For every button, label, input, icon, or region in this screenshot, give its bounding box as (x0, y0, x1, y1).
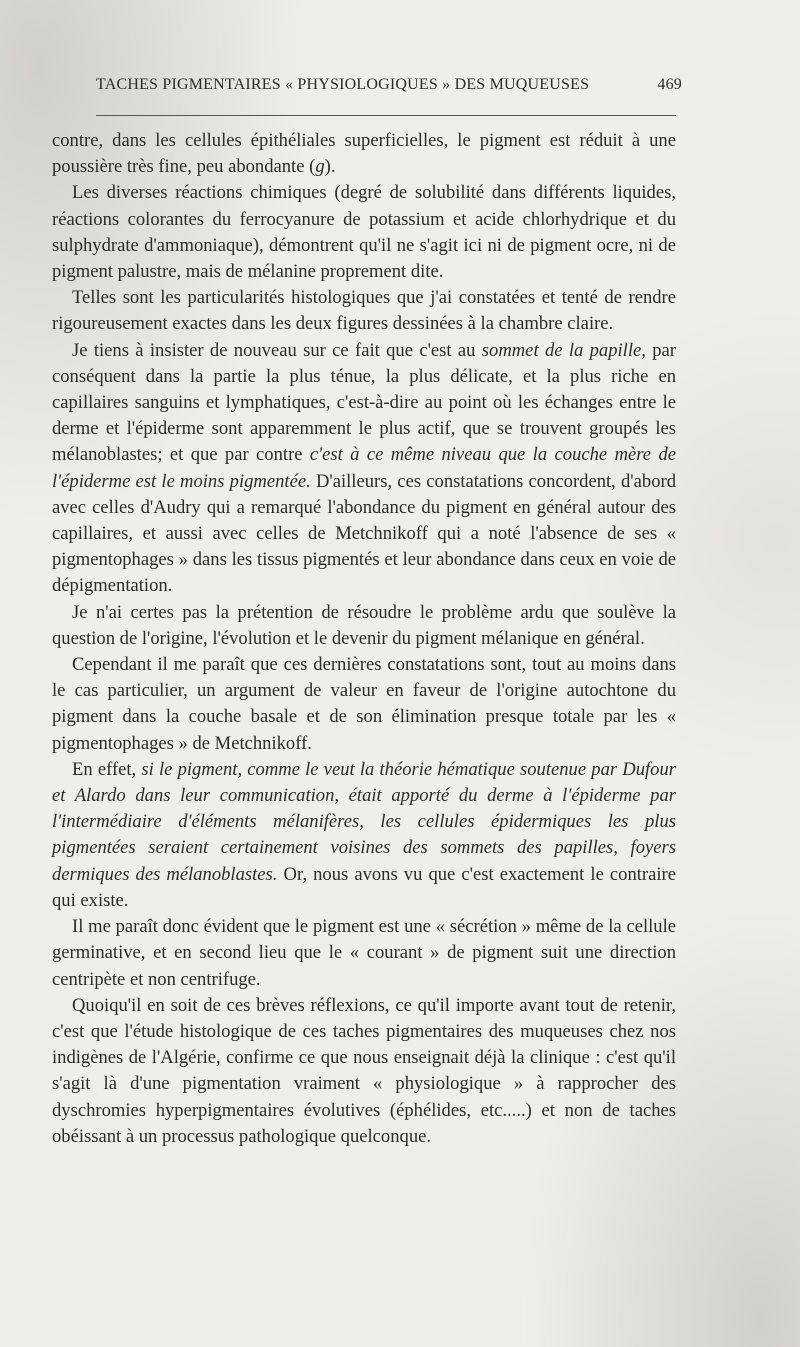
page-number: 469 (657, 76, 682, 93)
paragraph (52, 914, 676, 993)
running-header (96, 76, 682, 100)
text-run: Quoiqu'il en soit de ces brèves réflexions, ce qu'il importe avant tout de retenir, c'est que l'étude histologique de ces taches pigmentaires des muqueuses chez nos indigènes de l'Algérie, confirme ce que nous enseignait déjà la clinique : c'est qu'il s'agit là d'une pigmentation vraiment « physiologique » à rapprocher des dyschromies hyperpigmentaires évolutives (éphélides, etc.....) et non de taches obéissant à un processus pathologique quelconque. (52, 994, 676, 1147)
text-run: Les diverses réactions chimiques (degré de solubilité dans différents liquides, réactions colorantes du ferrocyanure de potassium et acide chlorhydrique et du sulphydrate d'ammoniaque), démontrent qu'il ne s'agit ici ni de pigment ocre, ni de pigment palustre, mais de mélanine proprement dite. (52, 182, 676, 283)
text-run: Je tiens à insister de nouveau sur ce fait que c'est au (72, 339, 482, 361)
text-run: Je n'ai certes pas la prétention de résoudre le problème ardu que soulève la question de l'origine, l'évolution et le devenir du pigment mélanique en général. (52, 601, 676, 649)
paragraph (52, 600, 676, 652)
italic-run: sommet de la papille (481, 339, 642, 361)
paragraph (52, 338, 676, 600)
paragraph (52, 128, 676, 180)
paragraph (52, 285, 676, 337)
italic-run: g (315, 156, 325, 178)
paragraph (52, 757, 676, 914)
text-run: , par conséquent dans la partie la plus ténue, la plus délicate, et la plus riche en capillaires sanguins et lymphatiques, c'est-à-dire au point où les échanges entre le derme et l'épiderme sont apparemment le plus actif, que se trouvent groupés les mélanoblastes; et que par contre (52, 339, 676, 466)
text-run: ). (324, 156, 336, 178)
italic-run: c'est à ce même niveau que la couche mère de l'épiderme est le moins pigmentée. (52, 444, 676, 492)
italic-run: si le pigment, comme le veut la théorie hématique soutenue par Dufour et Alardo dans leur communication, était apporté du derme à l'épiderme par l'intermédiaire d'éléments mélanifères, les cellules épidermiques les plus pigmentées seraient certainement voisines des sommets des papilles, foyers dermiques des mélanoblastes. (52, 758, 676, 885)
text-run: En effet, (72, 758, 142, 780)
text-run: contre, dans les cellules épithéliales superficielles, le pigment est réduit à une poussière très fine, peu abondante ( (52, 130, 676, 178)
paragraph (52, 180, 676, 285)
text-run: Cependant il me paraît que ces dernières constatations sont, tout au moins dans le cas particulier, un argument de valeur en faveur de l'origine autochtone du pigment dans la couche basale et de son élimination presque totale par les « pigmentophages » de Metchnikoff. (52, 654, 676, 754)
text-run: Telles sont les particularités histologiques que j'ai constatées et tenté de rendre rigoureusement exactes dans les deux figures dessinées à la chambre claire. (52, 287, 676, 335)
text-run: Or, nous avons vu que c'est exactement le contraire qui existe. (52, 863, 676, 911)
text-run: D'ailleurs, ces constatations concordent, d'abord avec celles d'Audry qui a remarqué l'abondance du pigment en général autour des capillaires, et aussi avec celles de Metchnikoff qui a noté l'absence de ses « pigmentophages » dans les tissus pigmentés et leur abondance dans ceux en voie de dépigmentation. (52, 470, 676, 597)
paragraph (52, 993, 676, 1150)
body-text (52, 128, 676, 1150)
header-rule (96, 115, 676, 116)
text-run: Il me paraît donc évident que le pigment est une « sécrétion » même de la cellule germinative, et en second lieu que le « courant » de pigment suit une direction centripète et non centrifuge. (52, 916, 676, 990)
paragraph (52, 652, 676, 757)
running-title: TACHES PIGMENTAIRES « PHYSIOLOGIQUES » DES MUQUEUSES (96, 76, 590, 93)
